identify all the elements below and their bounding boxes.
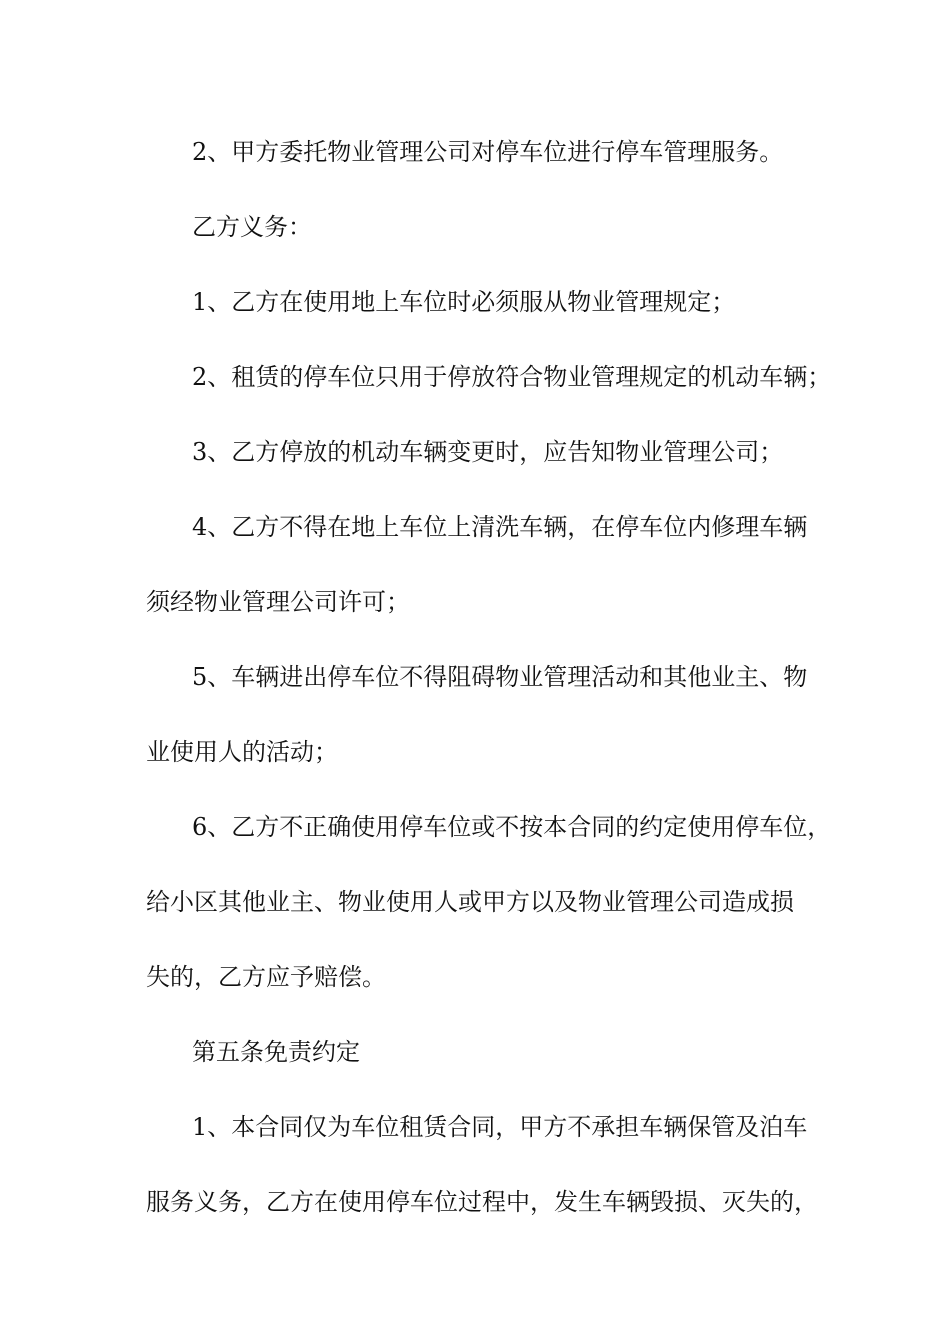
paragraph-party-b-clause-4-cont: 须经物业管理公司许可； — [146, 588, 410, 616]
paragraph-party-a-clause-2: 2、甲方委托物业管理公司对停车位进行停车管理服务。 — [192, 138, 784, 166]
paragraph-party-b-clause-5: 5、车辆进出停车位不得阻碍物业管理活动和其他业主、物 — [192, 663, 808, 691]
paragraph-party-b-clause-6-cont-1: 给小区其他业主、物业使用人或甲方以及物业管理公司造成损 — [146, 888, 794, 916]
paragraph-party-b-clause-4: 4、乙方不得在地上车位上清洗车辆，在停车位内修理车辆 — [192, 513, 808, 541]
heading-party-b-obligations: 乙方义务： — [192, 213, 312, 241]
paragraph-party-b-clause-5-cont: 业使用人的活动； — [146, 738, 338, 766]
paragraph-article-5-clause-1: 1、本合同仅为车位租赁合同，甲方不承担车辆保管及泊车 — [192, 1113, 808, 1141]
paragraph-party-b-clause-2: 2、租赁的停车位只用于停放符合物业管理规定的机动车辆； — [192, 363, 832, 391]
paragraph-party-b-clause-1: 1、乙方在使用地上车位时必须服从物业管理规定； — [192, 288, 736, 316]
paragraph-party-b-clause-6-cont-2: 失的，乙方应予赔偿。 — [146, 963, 386, 991]
paragraph-party-b-clause-3: 3、乙方停放的机动车辆变更时，应告知物业管理公司； — [192, 438, 784, 466]
heading-article-5: 第五条免责约定 — [192, 1038, 360, 1066]
paragraph-article-5-clause-1-cont: 服务义务，乙方在使用停车位过程中，发生车辆毁损、灭失的， — [146, 1188, 818, 1216]
paragraph-party-b-clause-6: 6、乙方不正确使用停车位或不按本合同的约定使用停车位， — [192, 813, 832, 841]
